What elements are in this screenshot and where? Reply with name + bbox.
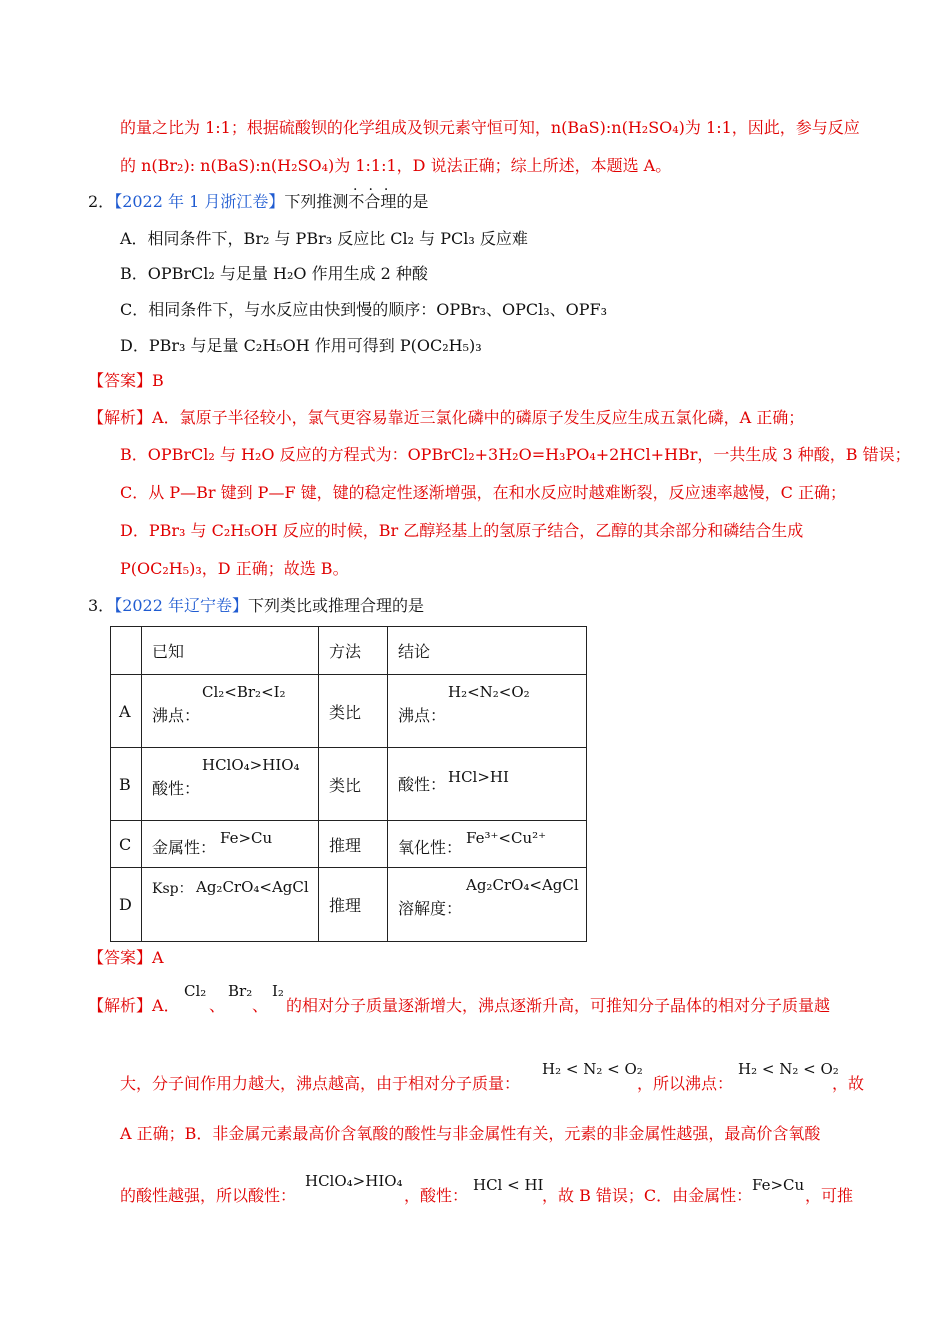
q2-analysis-line-1 <box>88 408 804 428</box>
q2-option-c: C．相同条件下，与水反应由快到慢的顺序：OPBr₃、OPCl₃、OPF₃ <box>120 300 608 319</box>
q3-table-row <box>111 675 587 748</box>
q3-analysis-line-4a: 的酸性越强，所以酸性： <box>120 1186 297 1205</box>
q2-answer <box>88 371 164 391</box>
q3-row-b-known: HClO₄>HIO₄ 酸性： <box>142 748 319 821</box>
formula-fe-cu: Fe>Cu <box>752 1176 805 1194</box>
q3-row-c-known: 金属性： Fe>Cu <box>142 821 319 868</box>
q3-table <box>110 626 587 942</box>
sep-1: 、 <box>209 996 226 1015</box>
q3-row-d-conclusion: Ag₂CrO₄<AgCl 溶解度： <box>388 868 587 942</box>
q2-option-a: A．相同条件下，Br₂ 与 PBr₃ 反应比 Cl₂ 与 PCl₃ 反应难 <box>120 229 528 248</box>
q2-analysis-tag: 【解析】 <box>88 408 153 427</box>
q3-answer-value: A <box>152 948 164 967</box>
q3-analysis-line-1-rest: 的相对分子质量逐渐增大，沸点逐渐升高，可推知分子晶体的相对分子质量越 <box>286 996 831 1015</box>
q2-number: 2． <box>88 192 115 211</box>
q2-stem <box>88 192 428 212</box>
q2-source-tag: 【2022 年 1 月浙江卷】 <box>114 192 285 211</box>
prev-analysis-line-1: 的量之比为 1:1；根据硫酸钡的化学组成及钡元素守恒可知，n(BaS):n(H₂SO₄)为 1:1，因此，参与反应 <box>120 118 860 137</box>
q3-table-header-row <box>111 627 587 675</box>
q3-row-c-conclusion: 氧化性： Fe³⁺<Cu²⁺ <box>388 821 587 868</box>
q3-header-label <box>111 627 142 675</box>
q3-analysis-start: A． <box>152 996 180 1015</box>
q3-row-b-conclusion: 酸性： HCl>HI <box>388 748 587 821</box>
q2-answer-tag: 【答案】 <box>88 371 153 390</box>
formula-hcl-hi: HCl < HI <box>473 1176 544 1194</box>
formula-i2: I₂ <box>272 982 284 1000</box>
q2-option-d: D．PBr₃ 与足量 C₂H₅OH 作用可得到 P(OC₂H₅)₃ <box>120 336 482 355</box>
q3-source-tag: 【2022 年辽宁卷】 <box>114 596 248 615</box>
q3-row-a-conclusion: H₂<N₂<O₂ 沸点： <box>388 675 587 748</box>
q3-row-c-method: 推理 <box>319 821 388 868</box>
formula-hclo4-hio4: HClO₄>HIO₄ <box>305 1172 403 1190</box>
q3-table-row <box>111 868 587 942</box>
q3-table-row <box>111 821 587 868</box>
q2-option-b: B．OPBrCl₂ 与足量 H₂O 作用生成 2 种酸 <box>120 264 428 283</box>
formula-cl2: Cl₂ <box>184 982 207 1000</box>
q3-analysis-line-4d: ，可推 <box>805 1186 854 1205</box>
q3-analysis-line-2a: 大，分子间作用力越大，沸点越高，由于相对分子质量： <box>120 1074 521 1093</box>
q3-row-c-label: C <box>111 821 142 868</box>
q3-analysis-tag: 【解析】 <box>88 996 153 1015</box>
q2-analysis-line-3: C．从 P—Br 键到 P—F 键，键的稳定性逐渐增强，在和水反应时越难断裂，反应速率越慢，C 正确； <box>120 483 846 502</box>
q3-table-row <box>111 748 587 821</box>
q3-row-d-method: 推理 <box>319 868 388 942</box>
prev-analysis-line-2: 的 n(Br₂): n(BaS):n(H₂SO₄)为 1:1:1，D 说法正确；综上所述，本题选 A。 <box>120 156 672 175</box>
q3-answer-tag: 【答案】 <box>88 948 153 967</box>
q3-row-b-label: B <box>111 748 142 821</box>
q3-number: 3． <box>88 596 115 615</box>
q3-answer <box>88 948 164 968</box>
q3-analysis-line-4c: ，故 B 错误；C．由金属性： <box>542 1186 753 1205</box>
q2-analysis-line-4: D．PBr₃ 与 C₂H₅OH 反应的时候，Br 乙醇羟基上的氢原子结合，乙醇的其余部分和磷结合生成 <box>120 521 804 540</box>
q3-header-method: 方法 <box>319 627 388 675</box>
q2-stem-text: 下列推测不合理的是 <box>284 192 429 211</box>
formula-br2: Br₂ <box>228 982 253 1000</box>
formula-h2-n2-o2-mass: H₂ < N₂ < O₂ <box>542 1060 643 1078</box>
q3-header-known: 已知 <box>142 627 319 675</box>
q3-analysis-line-2c: ，故 <box>832 1074 865 1093</box>
q3-analysis-line-1 <box>88 996 180 1016</box>
q3-row-a-label: A <box>111 675 142 748</box>
q3-row-d-label: D <box>111 868 142 942</box>
q3-row-b-method: 类比 <box>319 748 388 821</box>
formula-h2-n2-o2-bp: H₂ < N₂ < O₂ <box>738 1060 839 1078</box>
q2-analysis-line-2: B．OPBrCl₂ 与 H₂O 反应的方程式为：OPBrCl₂+3H₂O=H₃PO₄+2HCl+HBr，一共生成 3 种酸，B 错误； <box>120 445 911 464</box>
q3-row-d-known: Ksp： Ag₂CrO₄<AgCl <box>142 868 319 942</box>
q2-analysis-text-1: A．氯原子半径较小，氯气更容易靠近三氯化磷中的磷原子发生反应生成五氯化磷，A 正确； <box>152 408 805 427</box>
q3-header-conclusion: 结论 <box>388 627 587 675</box>
q3-row-a-method: 类比 <box>319 675 388 748</box>
q2-answer-value: B <box>152 371 164 390</box>
q3-row-a-known: Cl₂<Br₂<I₂ 沸点： <box>142 675 319 748</box>
q3-analysis-line-3: A 正确；B．非金属元素最高价含氧酸的酸性与非金属性有关，元素的非金属性越强，最高价含氧酸 <box>120 1124 821 1143</box>
q3-analysis-line-4b: ，酸性： <box>404 1186 469 1205</box>
q2-emphasis-dots: ... <box>353 178 400 194</box>
q3-stem <box>88 596 424 616</box>
q3-analysis-line-2b: ，所以沸点： <box>637 1074 734 1093</box>
sep-2: 、 <box>252 996 269 1015</box>
q3-stem-text: 下列类比或推理合理的是 <box>248 596 425 615</box>
q2-analysis-line-5: P(OC₂H₅)₃，D 正确；故选 B。 <box>120 559 349 578</box>
